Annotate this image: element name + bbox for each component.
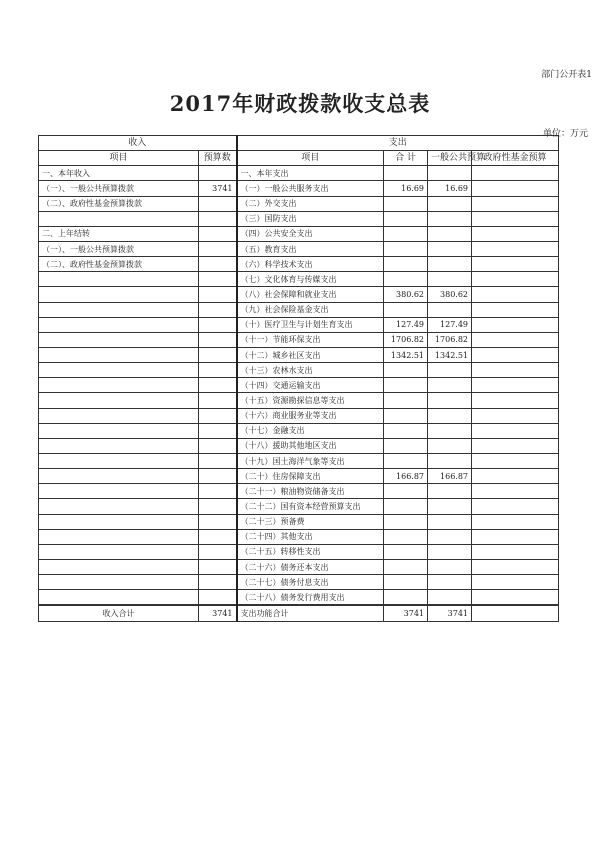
general-budget-header: 一般公共预算 xyxy=(428,151,472,166)
table-row xyxy=(39,241,559,256)
expense-total-cell: 1342.51 xyxy=(384,347,428,362)
gov-fund-cell xyxy=(472,241,559,256)
expense-total-cell xyxy=(384,378,428,393)
income-item-cell: （二）、政府性基金预算拨款 xyxy=(39,196,199,211)
header-row-section xyxy=(39,136,559,151)
expense-item-cell: （十九）国土海洋气象等支出 xyxy=(237,453,384,468)
gov-fund-cell xyxy=(472,347,559,362)
table-row xyxy=(39,484,559,499)
income-item-cell: 一、本年收入 xyxy=(39,166,199,181)
table-row xyxy=(39,302,559,317)
income-amount-cell xyxy=(199,559,237,574)
income-amount-cell xyxy=(199,438,237,453)
expense-total-cell xyxy=(384,302,428,317)
income-item-cell xyxy=(39,423,199,438)
gov-fund-cell xyxy=(472,529,559,544)
table-body xyxy=(39,136,559,622)
totals-row xyxy=(39,606,559,622)
income-item-cell: 二、上年结转 xyxy=(39,226,199,241)
expense-total-cell xyxy=(384,211,428,226)
expense-total-cell xyxy=(384,196,428,211)
income-item-cell xyxy=(39,529,199,544)
table-row xyxy=(39,590,559,605)
table-row xyxy=(39,529,559,544)
expense-item-cell: （十八）援助其他地区支出 xyxy=(237,438,384,453)
table-row xyxy=(39,166,559,181)
income-item-cell xyxy=(39,575,199,590)
income-item-cell xyxy=(39,469,199,484)
income-amount-cell xyxy=(199,347,237,362)
general-budget-cell: 1342.51 xyxy=(428,347,472,362)
income-amount-cell xyxy=(199,469,237,484)
expense-item-cell: （五）教育支出 xyxy=(237,241,384,256)
budget-amount-header: 预算数 xyxy=(199,151,237,166)
expense-grand-total: 3741 xyxy=(384,606,428,622)
expense-item-cell: （六）科学技术支出 xyxy=(237,257,384,272)
income-amount-cell xyxy=(199,287,237,302)
expense-total-cell xyxy=(384,272,428,287)
table-row xyxy=(39,378,559,393)
unit-label: 单位：万元 xyxy=(542,129,588,139)
general-budget-cell xyxy=(428,196,472,211)
income-item-cell xyxy=(39,453,199,468)
expense-item-cell: （十）医疗卫生与计划生育支出 xyxy=(237,317,384,332)
general-budget-cell xyxy=(428,590,472,605)
income-item-cell xyxy=(39,544,199,559)
income-amount-cell xyxy=(199,226,237,241)
gov-fund-cell xyxy=(472,469,559,484)
general-budget-cell xyxy=(428,514,472,529)
gov-fund-cell xyxy=(472,453,559,468)
income-amount-cell xyxy=(199,363,237,378)
expense-item-cell: （二十四）其他支出 xyxy=(237,529,384,544)
income-amount-cell xyxy=(199,590,237,605)
table-row xyxy=(39,211,559,226)
gov-fund-cell xyxy=(472,438,559,453)
expense-total-cell xyxy=(384,575,428,590)
general-budget-cell xyxy=(428,241,472,256)
gov-fund-cell xyxy=(472,484,559,499)
income-amount-cell xyxy=(199,514,237,529)
general-budget-cell xyxy=(428,393,472,408)
general-budget-cell xyxy=(428,575,472,590)
income-amount-cell xyxy=(199,257,237,272)
expense-total-cell xyxy=(384,590,428,605)
finance-summary-table xyxy=(38,135,559,622)
expense-total-cell xyxy=(384,408,428,423)
general-budget-cell: 380.62 xyxy=(428,287,472,302)
income-item-cell xyxy=(39,332,199,347)
gov-fund-cell xyxy=(472,257,559,272)
expense-item-cell: （二十八）债务发行费用支出 xyxy=(237,590,384,605)
header-row-columns xyxy=(39,151,559,166)
general-budget-cell xyxy=(428,499,472,514)
income-total-label: 收入合计 xyxy=(39,606,199,622)
expense-item-cell: 一、本年支出 xyxy=(237,166,384,181)
expense-item-cell: （二）外交支出 xyxy=(237,196,384,211)
general-budget-cell xyxy=(428,272,472,287)
gov-fund-header: 政府性基金预算 xyxy=(472,151,559,166)
income-amount-cell xyxy=(199,332,237,347)
expense-total-cell xyxy=(384,257,428,272)
table-row xyxy=(39,453,559,468)
income-amount-cell xyxy=(199,393,237,408)
table-row xyxy=(39,408,559,423)
income-item-header: 项目 xyxy=(39,151,199,166)
expense-item-header: 项目 xyxy=(237,151,384,166)
expense-item-cell: （十一）节能环保支出 xyxy=(237,332,384,347)
table-row xyxy=(39,226,559,241)
income-item-cell xyxy=(39,211,199,226)
general-budget-cell xyxy=(428,408,472,423)
gov-fund-cell xyxy=(472,272,559,287)
gov-fund-cell xyxy=(472,166,559,181)
general-budget-cell xyxy=(428,226,472,241)
table-row xyxy=(39,559,559,574)
table-row xyxy=(39,317,559,332)
income-amount-cell xyxy=(199,499,237,514)
table-row xyxy=(39,499,559,514)
expense-total-cell xyxy=(384,393,428,408)
total-header: 合 计 xyxy=(384,151,428,166)
expense-total-cell: 16.69 xyxy=(384,181,428,196)
expense-total-cell xyxy=(384,529,428,544)
table-row xyxy=(39,287,559,302)
general-budget-total: 3741 xyxy=(428,606,472,622)
expense-item-cell: （一）一般公共服务支出 xyxy=(237,181,384,196)
expense-total-cell xyxy=(384,544,428,559)
table-row xyxy=(39,272,559,287)
gov-fund-cell xyxy=(472,514,559,529)
general-budget-cell xyxy=(428,166,472,181)
gov-fund-cell xyxy=(472,575,559,590)
income-item-cell: （一）、一般公共预算拨款 xyxy=(39,241,199,256)
expense-total-cell xyxy=(384,514,428,529)
general-budget-cell xyxy=(428,453,472,468)
gov-fund-cell xyxy=(472,332,559,347)
general-budget-cell: 127.49 xyxy=(428,317,472,332)
table-row xyxy=(39,347,559,362)
expense-section-header: 支出 xyxy=(237,136,559,151)
general-budget-cell xyxy=(428,302,472,317)
income-item-cell xyxy=(39,514,199,529)
expense-item-cell: （二十七）债务付息支出 xyxy=(237,575,384,590)
income-item-cell xyxy=(39,590,199,605)
expense-total-cell xyxy=(384,484,428,499)
expense-item-cell: （四）公共安全支出 xyxy=(237,226,384,241)
expense-total-cell xyxy=(384,453,428,468)
table-row xyxy=(39,423,559,438)
expense-total-cell xyxy=(384,166,428,181)
expense-item-cell: （三）国防支出 xyxy=(237,211,384,226)
income-amount-cell xyxy=(199,166,237,181)
income-amount-cell xyxy=(199,544,237,559)
expense-item-cell: （二十三）预备费 xyxy=(237,514,384,529)
income-item-cell xyxy=(39,317,199,332)
gov-fund-total xyxy=(472,606,559,622)
general-budget-cell: 16.69 xyxy=(428,181,472,196)
income-item-cell xyxy=(39,438,199,453)
general-budget-cell xyxy=(428,378,472,393)
gov-fund-cell xyxy=(472,393,559,408)
general-budget-cell xyxy=(428,529,472,544)
income-amount-cell xyxy=(199,408,237,423)
expense-total-cell xyxy=(384,423,428,438)
table-row xyxy=(39,438,559,453)
expense-item-cell: （十五）资源勘探信息等支出 xyxy=(237,393,384,408)
expense-total-cell xyxy=(384,559,428,574)
income-item-cell xyxy=(39,347,199,362)
income-amount-cell xyxy=(199,575,237,590)
general-budget-cell xyxy=(428,211,472,226)
income-amount-cell xyxy=(199,484,237,499)
expense-item-cell: （十七）金融支出 xyxy=(237,423,384,438)
income-item-cell: （二）、政府性基金预算拨款 xyxy=(39,257,199,272)
general-budget-cell xyxy=(428,438,472,453)
income-amount-cell xyxy=(199,378,237,393)
expense-item-cell: （二十）住房保障支出 xyxy=(237,469,384,484)
expense-total-cell xyxy=(384,226,428,241)
income-item-cell xyxy=(39,302,199,317)
income-item-cell xyxy=(39,499,199,514)
income-total-value: 3741 xyxy=(199,606,237,622)
income-amount-cell: 3741 xyxy=(199,181,237,196)
general-budget-cell xyxy=(428,363,472,378)
table-row xyxy=(39,181,559,196)
gov-fund-cell xyxy=(472,378,559,393)
gov-fund-cell xyxy=(472,226,559,241)
gov-fund-cell xyxy=(472,302,559,317)
table-row xyxy=(39,257,559,272)
expense-item-cell: （七）文化体育与传媒支出 xyxy=(237,272,384,287)
gov-fund-cell xyxy=(472,423,559,438)
income-section-header: 收入 xyxy=(39,136,237,151)
income-amount-cell xyxy=(199,453,237,468)
table-row xyxy=(39,575,559,590)
expense-item-cell: （二十二）国有资本经营预算支出 xyxy=(237,499,384,514)
table-row xyxy=(39,393,559,408)
income-amount-cell xyxy=(199,211,237,226)
income-amount-cell xyxy=(199,196,237,211)
report-table-number: 部门公开表1 xyxy=(541,70,592,80)
income-amount-cell xyxy=(199,302,237,317)
general-budget-cell: 1706.82 xyxy=(428,332,472,347)
table-row xyxy=(39,544,559,559)
page-title: 2017年财政拨款收支总表 xyxy=(169,91,431,116)
expense-total-cell xyxy=(384,241,428,256)
gov-fund-cell xyxy=(472,181,559,196)
income-item-cell xyxy=(39,272,199,287)
income-item-cell xyxy=(39,484,199,499)
gov-fund-cell xyxy=(472,287,559,302)
general-budget-cell xyxy=(428,257,472,272)
expense-item-cell: （二十一）粮油物资储备支出 xyxy=(237,484,384,499)
table-row xyxy=(39,514,559,529)
expense-total-cell: 127.49 xyxy=(384,317,428,332)
expense-item-cell: （八）社会保障和就业支出 xyxy=(237,287,384,302)
income-item-cell xyxy=(39,559,199,574)
income-item-cell xyxy=(39,363,199,378)
income-item-cell: （一）、一般公共预算拨款 xyxy=(39,181,199,196)
income-amount-cell xyxy=(199,241,237,256)
income-item-cell xyxy=(39,393,199,408)
general-budget-cell: 166.87 xyxy=(428,469,472,484)
table-row xyxy=(39,469,559,484)
income-amount-cell xyxy=(199,272,237,287)
general-budget-cell xyxy=(428,559,472,574)
gov-fund-cell xyxy=(472,544,559,559)
general-budget-cell xyxy=(428,484,472,499)
expense-item-cell: （十四）交通运输支出 xyxy=(237,378,384,393)
general-budget-cell xyxy=(428,544,472,559)
gov-fund-cell xyxy=(472,590,559,605)
expense-total-cell: 1706.82 xyxy=(384,332,428,347)
general-budget-cell xyxy=(428,423,472,438)
gov-fund-cell xyxy=(472,211,559,226)
gov-fund-cell xyxy=(472,559,559,574)
gov-fund-cell xyxy=(472,363,559,378)
expense-total-cell: 166.87 xyxy=(384,469,428,484)
expense-total-label: 支出功能合计 xyxy=(237,606,384,622)
expense-item-cell: （十二）城乡社区支出 xyxy=(237,347,384,362)
expense-total-cell xyxy=(384,438,428,453)
expense-total-cell xyxy=(384,499,428,514)
table-row xyxy=(39,363,559,378)
expense-total-cell xyxy=(384,363,428,378)
gov-fund-cell xyxy=(472,196,559,211)
gov-fund-cell xyxy=(472,408,559,423)
expense-item-cell: （二十五）转移性支出 xyxy=(237,544,384,559)
expense-item-cell: （十六）商业服务业等支出 xyxy=(237,408,384,423)
income-amount-cell xyxy=(199,423,237,438)
gov-fund-cell xyxy=(472,317,559,332)
table-row xyxy=(39,332,559,347)
expense-item-cell: （十三）农林水支出 xyxy=(237,363,384,378)
expense-item-cell: （九）社会保险基金支出 xyxy=(237,302,384,317)
income-item-cell xyxy=(39,287,199,302)
income-amount-cell xyxy=(199,317,237,332)
income-item-cell xyxy=(39,378,199,393)
expense-total-cell: 380.62 xyxy=(384,287,428,302)
gov-fund-cell xyxy=(472,499,559,514)
income-item-cell xyxy=(39,408,199,423)
expense-item-cell: （二十六）债务还本支出 xyxy=(237,559,384,574)
table-row xyxy=(39,196,559,211)
income-amount-cell xyxy=(199,529,237,544)
